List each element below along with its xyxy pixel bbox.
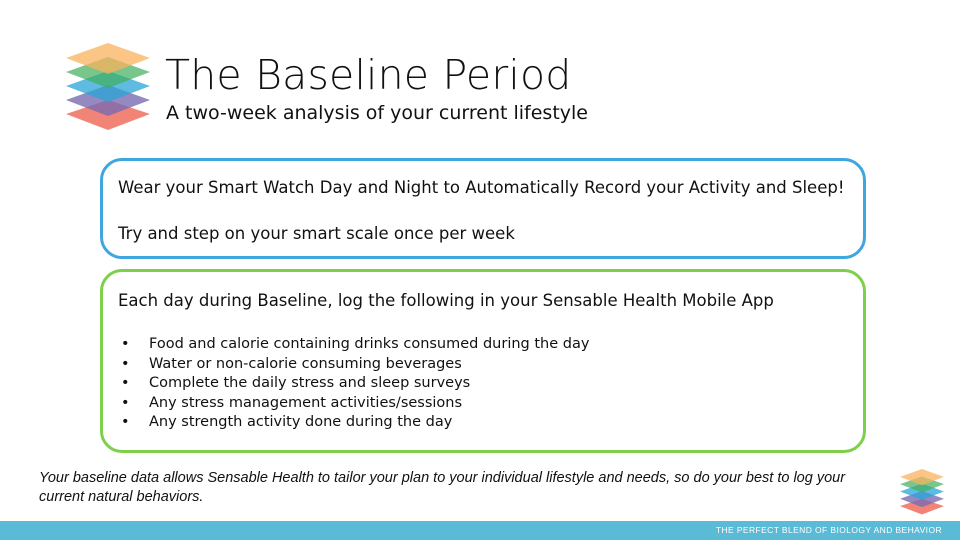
daily-log-box	[100, 269, 866, 453]
list-item: • Any stress management activities/sessions	[118, 394, 589, 414]
footer-tagline: THE PERFECT BLEND OF BIOLOGY AND BEHAVIOR	[715, 525, 942, 535]
smart-watch-instruction: Wear your Smart Watch Day and Night to Automatically Record your Activity and Sleep!	[118, 178, 845, 197]
page-title: The Baseline Period	[165, 51, 572, 99]
smart-scale-instruction: Try and step on your smart scale once per week	[118, 224, 515, 243]
layered-diamonds-logo-icon	[64, 40, 152, 134]
page-subtitle: A two-week analysis of your current lifestyle	[166, 102, 588, 124]
list-item: • Any strength activity done during the day	[118, 413, 589, 433]
device-instructions-box	[100, 158, 866, 259]
list-item: • Food and calorie containing drinks consumed during the day	[118, 335, 589, 355]
list-item: • Water or non-calorie consuming beverages	[118, 355, 589, 375]
footer-band	[0, 521, 960, 540]
layered-diamonds-small-logo-icon	[899, 467, 945, 517]
daily-log-heading: Each day during Baseline, log the following in your Sensable Health Mobile App	[118, 291, 774, 310]
daily-log-list	[118, 335, 589, 433]
list-item: • Complete the daily stress and sleep surveys	[118, 374, 589, 394]
baseline-note: Your baseline data allows Sensable Health to tailor your plan to your individual lifestyle and needs, so do your best to log your current natural behaviors.	[39, 470, 846, 505]
